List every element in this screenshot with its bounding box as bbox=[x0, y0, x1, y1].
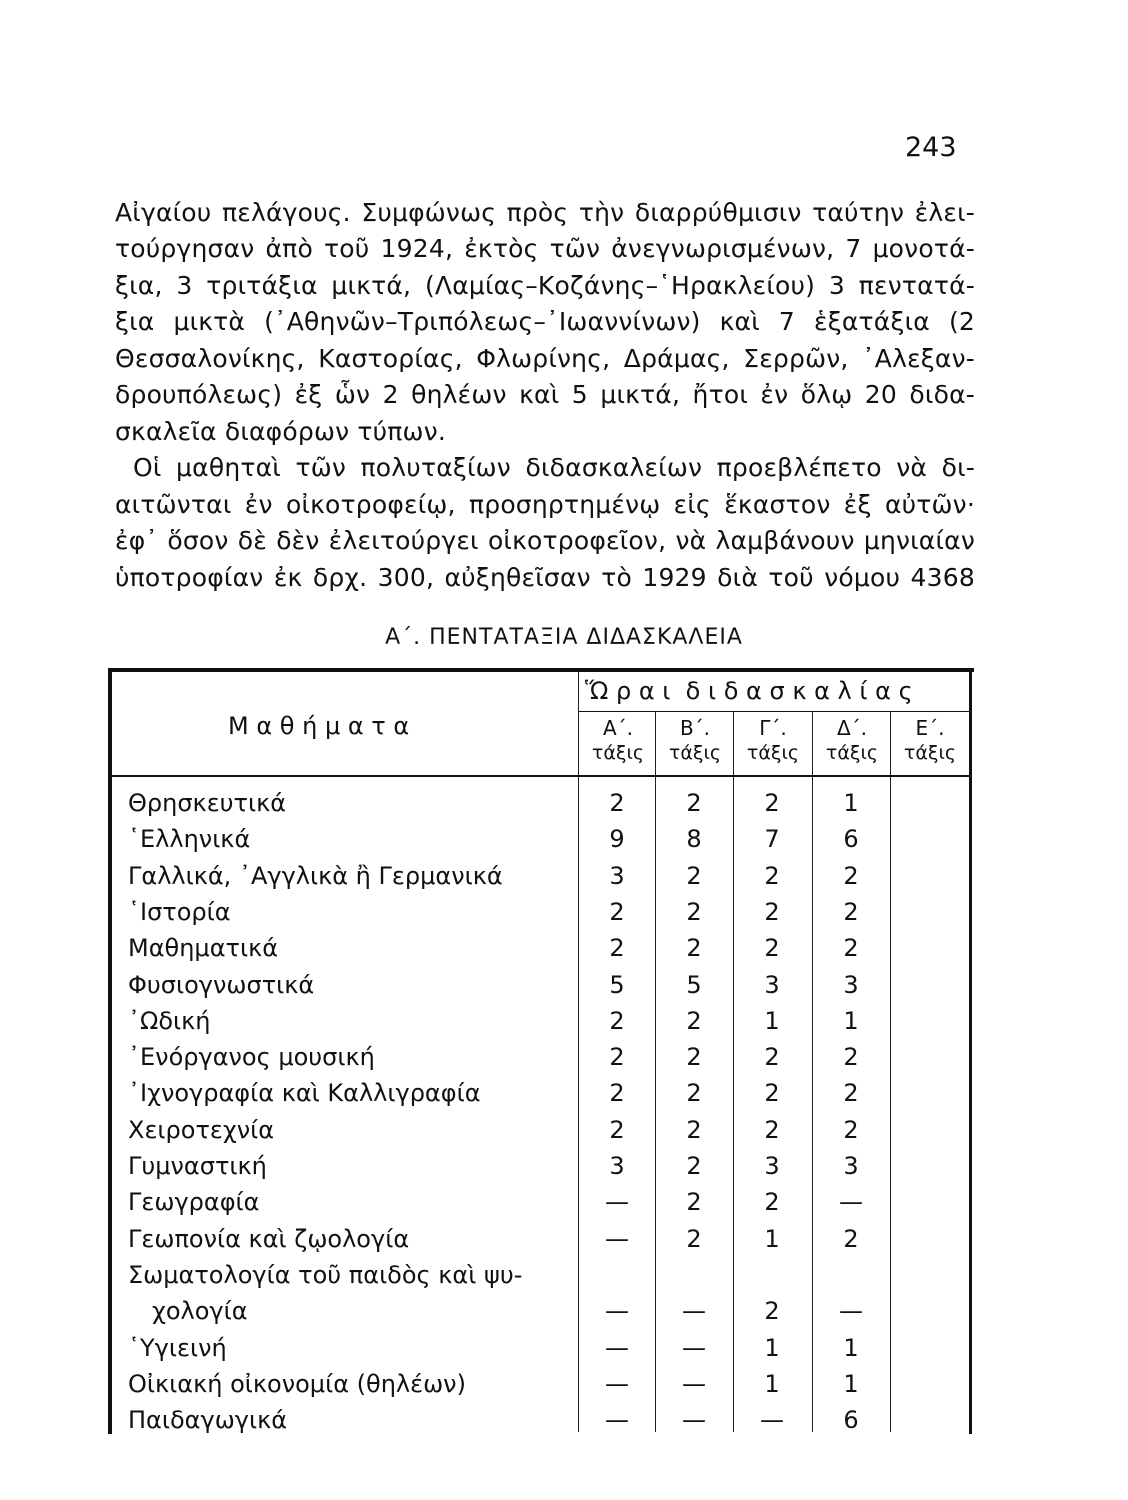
column-rule bbox=[578, 672, 579, 1432]
text-line: ἐφ᾿ ὅσον δὲ δὲν ἐλειτούργει οἰκοτροφεῖον, νὰ λαμβάνουν μηνιαίαν bbox=[115, 526, 975, 555]
hours-cell: 2 bbox=[609, 1079, 625, 1108]
class-header-sub: τάξις bbox=[668, 742, 722, 764]
subject-cell: ῾Υγιεινή bbox=[128, 1333, 227, 1362]
hours-cell: 3 bbox=[764, 970, 780, 999]
hours-cell: 2 bbox=[609, 1043, 625, 1072]
hours-cell: 2 bbox=[843, 1115, 859, 1144]
table-right-rule bbox=[969, 668, 972, 1434]
hours-cell: — bbox=[682, 1333, 706, 1362]
hours-cell: 1 bbox=[843, 1369, 859, 1398]
subject-header: Μ α θ ή μ α τ α bbox=[228, 712, 410, 740]
subject-cell-continued: χολογία bbox=[152, 1297, 248, 1326]
text-line: Θεσσαλονίκης, Καστορίας, Φλωρίνης, Δράμας, Σερρῶν, ᾿Αλεξαν- bbox=[115, 344, 975, 373]
text-line: αιτῶνται ἐν οἰκοτροφείῳ, προσηρτημένῳ εἰς ἕκαστον ἐξ αὐτῶν· bbox=[115, 490, 975, 519]
text-line: σκαλεῖα διαφόρων τύπων. bbox=[115, 417, 447, 446]
class-header-sub: τάξις bbox=[903, 742, 957, 764]
hours-cell: — bbox=[760, 1406, 784, 1435]
hours-cell: 1 bbox=[764, 1333, 780, 1362]
hours-cell: — bbox=[682, 1297, 706, 1326]
class-header-sub: τάξις bbox=[825, 742, 879, 764]
column-rule bbox=[890, 712, 891, 1432]
hours-cell: 5 bbox=[609, 970, 625, 999]
subject-cell: Οἰκιακή οἰκονομία (θηλέων) bbox=[128, 1369, 466, 1398]
class-header-sub: τάξις bbox=[591, 742, 645, 764]
column-rule bbox=[812, 712, 813, 1432]
class-header: Γ΄. bbox=[759, 716, 787, 740]
hours-cell: 2 bbox=[843, 1224, 859, 1253]
hours-cell: — bbox=[839, 1188, 863, 1217]
hours-cell: 2 bbox=[686, 897, 702, 926]
subject-cell: ᾿Ωδική bbox=[128, 1006, 211, 1035]
hours-cell: 2 bbox=[764, 1188, 780, 1217]
hours-cell: 2 bbox=[686, 1224, 702, 1253]
table-title: Α΄. ΠΕΝΤΑΤΑΞΙΑ ΔΙΔΑΣΚΑΛΕΙΑ bbox=[385, 625, 743, 650]
hours-cell: 5 bbox=[686, 970, 702, 999]
hours-cell: 2 bbox=[609, 897, 625, 926]
header-bottom-rule bbox=[110, 775, 970, 777]
class-header-sub: τάξις bbox=[746, 742, 800, 764]
subject-cell: ᾿Ιχνογραφία καὶ Καλλιγραφία bbox=[128, 1079, 481, 1108]
hours-cell: 3 bbox=[609, 861, 625, 890]
hours-cell: 2 bbox=[843, 1043, 859, 1072]
text-line: ὑποτροφίαν ἐκ δρχ. 300, αὐξηθεῖσαν τὸ 1929 διὰ τοῦ νόμου 4368 bbox=[115, 563, 975, 592]
hours-cell: 6 bbox=[843, 1406, 859, 1435]
subject-cell: Παιδαγωγικά bbox=[128, 1406, 288, 1435]
hours-cell: 2 bbox=[686, 1079, 702, 1108]
subject-cell: ῾Ελληνικά bbox=[128, 825, 251, 854]
hours-cell: 2 bbox=[686, 1188, 702, 1217]
hours-cell: 2 bbox=[686, 1152, 702, 1180]
subject-cell: Μαθηματικά bbox=[128, 934, 279, 963]
page-number: 243 bbox=[905, 132, 957, 163]
table-top-rule bbox=[108, 668, 974, 672]
hours-cell: — bbox=[839, 1297, 863, 1326]
header-rule bbox=[578, 711, 970, 712]
hours-cell: 1 bbox=[764, 1224, 780, 1253]
hours-cell: 2 bbox=[609, 789, 625, 817]
hours-cell: — bbox=[605, 1369, 629, 1398]
class-header: Δ΄. bbox=[836, 716, 868, 740]
hours-cell: 2 bbox=[764, 934, 780, 963]
hours-cell: 2 bbox=[843, 897, 859, 926]
subject-cell: Γεωγραφία bbox=[128, 1188, 260, 1217]
hours-cell: — bbox=[682, 1406, 706, 1435]
subject-cell: Γυμναστική bbox=[128, 1152, 267, 1180]
hours-cell: 2 bbox=[764, 861, 780, 890]
hours-cell: 2 bbox=[764, 897, 780, 926]
subject-cell: ῾Ιστορία bbox=[128, 897, 231, 926]
hours-cell: 2 bbox=[764, 789, 780, 817]
hours-cell: — bbox=[605, 1224, 629, 1253]
column-rule bbox=[733, 712, 734, 1432]
hours-cell: 3 bbox=[764, 1152, 780, 1180]
hours-cell: — bbox=[682, 1369, 706, 1398]
hours-cell: 2 bbox=[609, 1006, 625, 1035]
hours-cell: 2 bbox=[686, 789, 702, 817]
hours-cell: 8 bbox=[686, 825, 702, 854]
hours-cell: 2 bbox=[764, 1043, 780, 1072]
class-header: Ε΄. bbox=[915, 716, 945, 740]
hours-cell: 2 bbox=[764, 1297, 780, 1326]
hours-cell: 3 bbox=[843, 970, 859, 999]
hours-cell: 2 bbox=[686, 861, 702, 890]
subject-cell: Γαλλικά, ᾿Αγγλικὰ ἢ Γερμανικά bbox=[128, 861, 503, 890]
hours-cell: — bbox=[605, 1297, 629, 1326]
text-line: Οἱ μαθηταὶ τῶν πολυταξίων διδασκαλείων προεβλέπετο νὰ δι- bbox=[133, 453, 975, 482]
class-header: Α΄. bbox=[602, 716, 634, 740]
hours-cell: 3 bbox=[843, 1152, 859, 1180]
hours-cell: 2 bbox=[843, 861, 859, 890]
table-left-rule bbox=[108, 668, 112, 1434]
class-header: Β΄. bbox=[679, 716, 711, 740]
text-line: Αἰγαίου πελάγους. Συμφώνως πρὸς τὴν διαρρύθμισιν ταύτην ἐλει- bbox=[115, 198, 975, 227]
hours-cell: 2 bbox=[764, 1115, 780, 1144]
hours-cell: 1 bbox=[764, 1006, 780, 1035]
subject-cell: Σωματολογία τοῦ παιδὸς καὶ ψυ- bbox=[128, 1260, 523, 1289]
hours-cell: 7 bbox=[764, 825, 780, 854]
hours-cell: 2 bbox=[686, 1006, 702, 1035]
subject-cell: ᾿Ενόργανος μουσική bbox=[128, 1043, 375, 1072]
hours-cell: 1 bbox=[843, 1333, 859, 1362]
text-line: ξια, 3 τριτάξια μικτά, (Λαμίας–Κοζάνης–῾Ηρακλείου) 3 πεντατά- bbox=[115, 271, 975, 300]
text-line: ξια μικτὰ (᾿Αθηνῶν–Τριπόλεως–᾿Ιωαννίνων) καὶ 7 ἑξατάξια (2 bbox=[115, 307, 975, 336]
hours-cell: 2 bbox=[686, 934, 702, 963]
hours-cell: — bbox=[605, 1188, 629, 1217]
hours-cell: 1 bbox=[843, 789, 859, 817]
hours-cell: 3 bbox=[609, 1152, 625, 1180]
hours-cell: 2 bbox=[686, 1115, 702, 1144]
text-line: δρουπόλεως) ἐξ ὧν 2 θηλέων καὶ 5 μικτά, ἤτοι ἐν ὅλῳ 20 διδα- bbox=[115, 380, 975, 409]
subject-cell: Γεωπονία καὶ ζῳολογία bbox=[128, 1224, 410, 1253]
subject-cell: Χειροτεχνία bbox=[128, 1115, 275, 1144]
hours-cell: 2 bbox=[764, 1079, 780, 1108]
hours-cell: 2 bbox=[686, 1043, 702, 1072]
hours-cell: 2 bbox=[609, 1115, 625, 1144]
hours-cell: 2 bbox=[843, 1079, 859, 1108]
hours-cell: — bbox=[605, 1406, 629, 1435]
hours-cell: — bbox=[605, 1333, 629, 1362]
hours-cell: 2 bbox=[609, 934, 625, 963]
subject-cell: Φυσιογνωστικά bbox=[128, 970, 315, 999]
hours-cell: 1 bbox=[764, 1369, 780, 1398]
hours-header: Ὥ ρ α ι δ ι δ α σ κ α λ ί α ς bbox=[585, 677, 913, 705]
subject-cell: Θρησκευτικά bbox=[128, 789, 287, 817]
text-line: τούργησαν ἀπὸ τοῦ 1924, ἐκτὸς τῶν ἀνεγνωρισμένων, 7 μονοτά- bbox=[115, 234, 975, 263]
hours-cell: 2 bbox=[843, 934, 859, 963]
column-rule bbox=[655, 712, 656, 1432]
hours-cell: 1 bbox=[843, 1006, 859, 1035]
hours-cell: 6 bbox=[843, 825, 859, 854]
hours-cell: 9 bbox=[609, 825, 625, 854]
